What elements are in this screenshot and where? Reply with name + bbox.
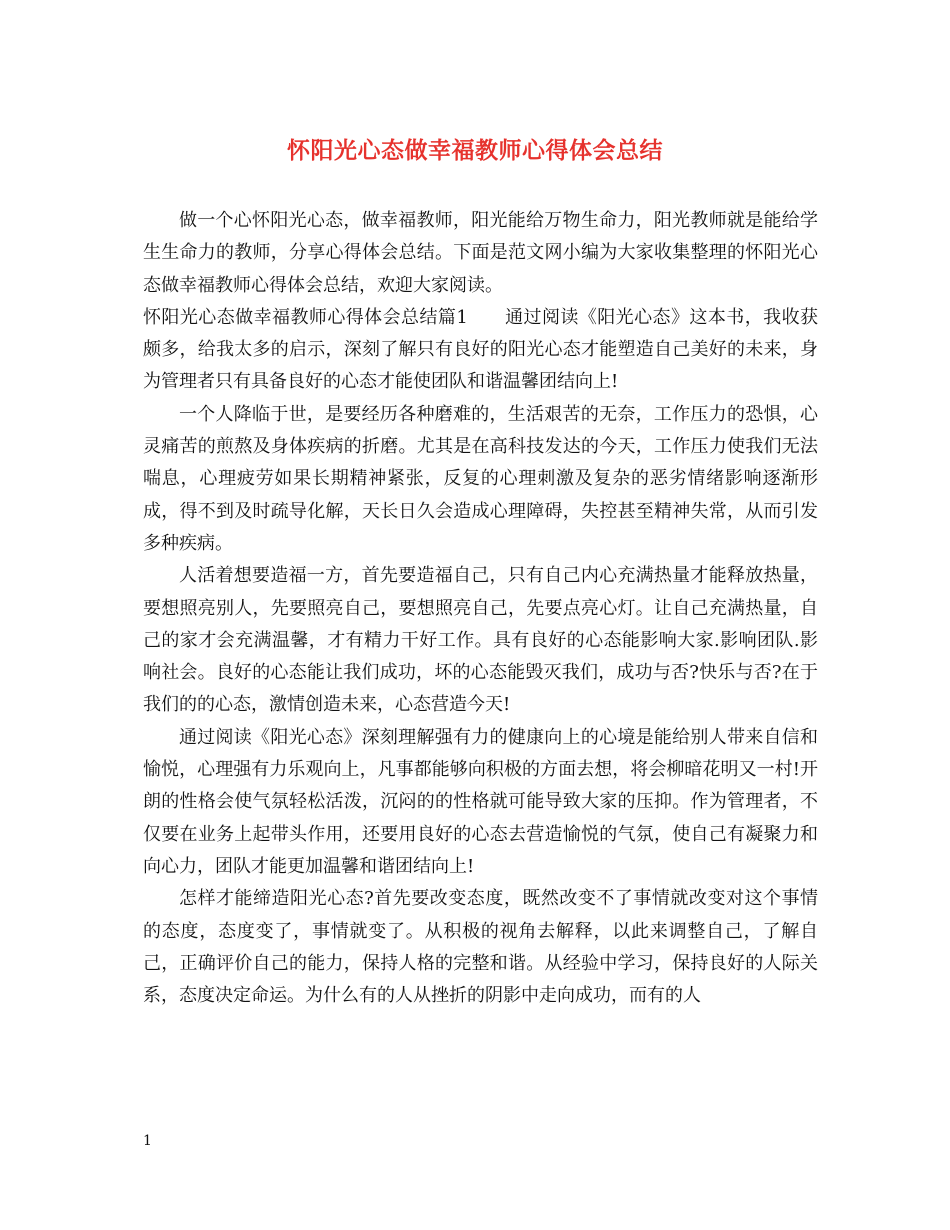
paragraph-intro: 做一个心怀阳光心态，做幸福教师，阳光能给万物生命力，阳光教师就是能给学生生命力的教师，分享心得体会总结。下面是范文网小编为大家收集整理的怀阳光心态做幸福教师心得体会总结，欢迎大家阅读。 [143,210,818,296]
document-body [143,205,818,1012]
page-number: 1 [143,1133,152,1149]
paragraph-4: 通过阅读《阳光心态》深刻理解强有力的健康向上的心境是能给别人带来自信和愉悦，心理强有力乐观向上，凡事都能够向积极的方面去想，将会柳暗花明又一村!开朗的性格会使气氛轻松活泼，沉闷的的性格就可能导致大家的压抑。作为管理者，不仅要在业务上起带头作用，还要用良好的心态去营造愉悦的气氛，使自己有凝聚力和向心力，团队才能更加温馨和谐团结向上! [143,726,818,877]
paragraph-3: 人活着想要造福一方，首先要造福自己，只有自己内心充满热量才能释放热量，要想照亮别人，先要照亮自己，要想照亮自己，先要点亮心灯。让自己充满热量，自己的家才会充满温馨，才有精力干好工作。具有良好的心态能影响大家.影响团队.影响社会。良好的心态能让我们成功，坏的心态能毁灭我们，成功与否?快乐与否?在于我们的的心态，激情创造未来，心态营造今天! [143,565,818,716]
paragraph-2: 一个人降临于世，是要经历各种磨难的，生活艰苦的无奈，工作压力的恐惧，心灵痛苦的煎熬及身体疾病的折磨。尤其是在高科技发达的今天，工作压力使我们无法喘息，心理疲劳如果长期精神紧张，反复的心理刺激及复杂的恶劣情绪影响逐渐形成，得不到及时疏导化解，天长日久会造成心理障碍，失控甚至精神失常，从而引发多种疾病。 [143,403,818,554]
paragraph-5: 怎样才能缔造阳光心态?首先要改变态度，既然改变不了事情就改变对这个事情的态度，态度变了，事情就变了。从积极的视角去解释，以此来调整自己，了解自己，正确评价自己的能力，保持人格的完整和谐。从经验中学习，保持良好的人际关系，态度决定命运。为什么有的人从挫折的阴影中走向成功，而有的人 [143,888,818,1007]
paragraph-section-1: 怀阳光心态做幸福教师心得体会总结篇1 通过阅读《阳光心态》这本书，我收获颇多，给我太多的启示，深刻了解只有良好的阳光心态才能塑造自己美好的未来，身为管理者只有具备良好的心态才能使团队和谐温馨团结向上! [143,306,818,393]
document-title: 怀阳光心态做幸福教师心得体会总结 [287,137,663,164]
